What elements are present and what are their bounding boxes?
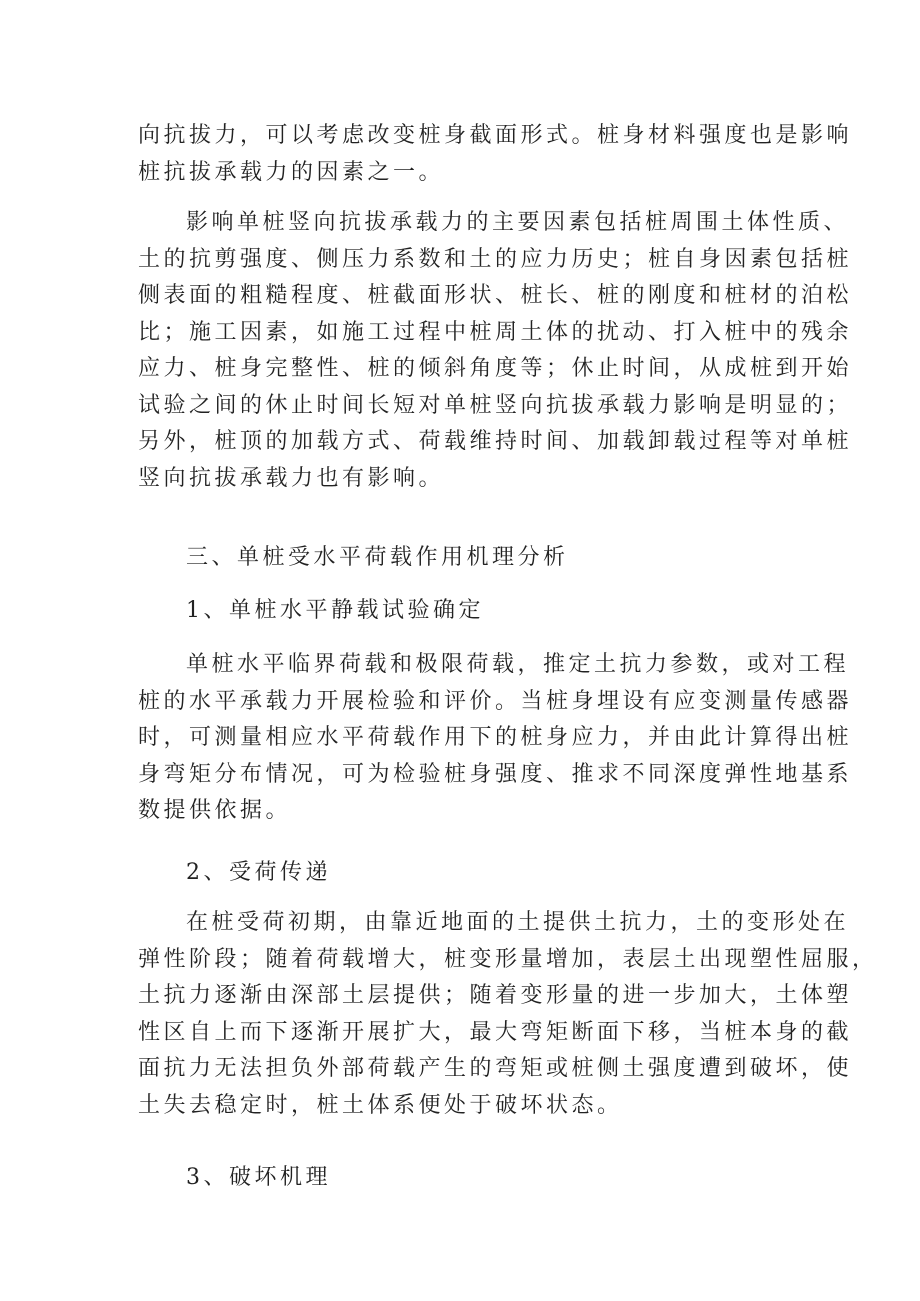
text-line: 单桩水平临界荷载和极限荷载，推定土抗力参数，或对工程: [186, 652, 850, 677]
section-heading-3: [138, 540, 810, 577]
text-line: 在桩受荷初期，由靠近地面的土提供土抗力，土的变形处在: [186, 910, 850, 935]
subheading-1: [138, 593, 810, 630]
text-line: 数提供依据。: [138, 798, 292, 823]
text-line: 性区自上而下逐渐开展扩大，最大弯矩断面下移，当桩本身的截: [138, 1019, 853, 1045]
subheading-2: [138, 855, 810, 892]
text-line: 桩的水平承载力开展检验和评价。当桩身埋设有应变测量传感器: [138, 688, 853, 714]
text-line: 时，可测量相应水平荷载作用下的桩身应力，并由此计算得出桩: [138, 725, 853, 750]
text-line: 土的抗剪强度、侧压力系数和土的应力历史；桩自身因素包括桩: [138, 246, 853, 272]
text-line: 桩抗拔承载力的因素之一。: [138, 159, 445, 185]
text-line: 身弯矩分布情况，可为检验桩身强度、推求不同深度弹性地基系: [138, 761, 853, 787]
text-line: 面抗力无法担负外部荷载产生的弯矩或桩侧土强度遭到破坏，使: [138, 1056, 853, 1081]
text-line: 侧表面的粗糙程度、桩截面形状、桩长、桩的刚度和桩材的泊松: [138, 283, 853, 308]
paragraph-load-transfer: [138, 905, 878, 1124]
subheading-3: [138, 1160, 810, 1197]
text-line: 土失去稳定时，桩土体系便处于破坏状态。: [138, 1092, 623, 1118]
text-line: 影响单桩竖向抗拔承载力的主要因素包括桩周围土体性质、: [186, 210, 850, 235]
paragraph-factors: [138, 205, 853, 497]
text-line: 比；施工因素，如施工过程中桩周土体的扰动、打入桩中的残余: [138, 319, 853, 345]
text-line: 土抗力逐渐由深部土层提供；随着变形量的进一步加大，土体塑: [138, 983, 853, 1008]
heading-text: 三、单桩受水平荷载作用机理分析: [186, 545, 569, 570]
paragraph-continuation: [138, 118, 853, 191]
heading-text: 3、破坏机理: [186, 1165, 331, 1190]
text-line: 向抗拔力，可以考虑改变桩身截面形式。桩身材料强度也是影响: [138, 123, 853, 148]
text-line: 另外，桩顶的加载方式、荷载维持时间、加载卸载过程等对单桩: [138, 429, 853, 454]
paragraph-static-test: [138, 647, 853, 830]
text-line: 弹性阶段；随着荷载增大，桩变形量增加，表层土出现塑性屈服，: [138, 946, 878, 972]
heading-text: 2、受荷传递: [186, 860, 331, 885]
text-line: 竖向抗拔承载力也有影响。: [138, 465, 445, 491]
text-line: 应力、桩身完整性、桩的倾斜角度等；休止时间，从成桩到开始: [138, 356, 853, 381]
heading-text: 1、单桩水平静载试验确定: [186, 598, 484, 623]
text-line: 试验之间的休止时间长短对单桩竖向抗拔承载力影响是明显的；: [138, 392, 853, 418]
